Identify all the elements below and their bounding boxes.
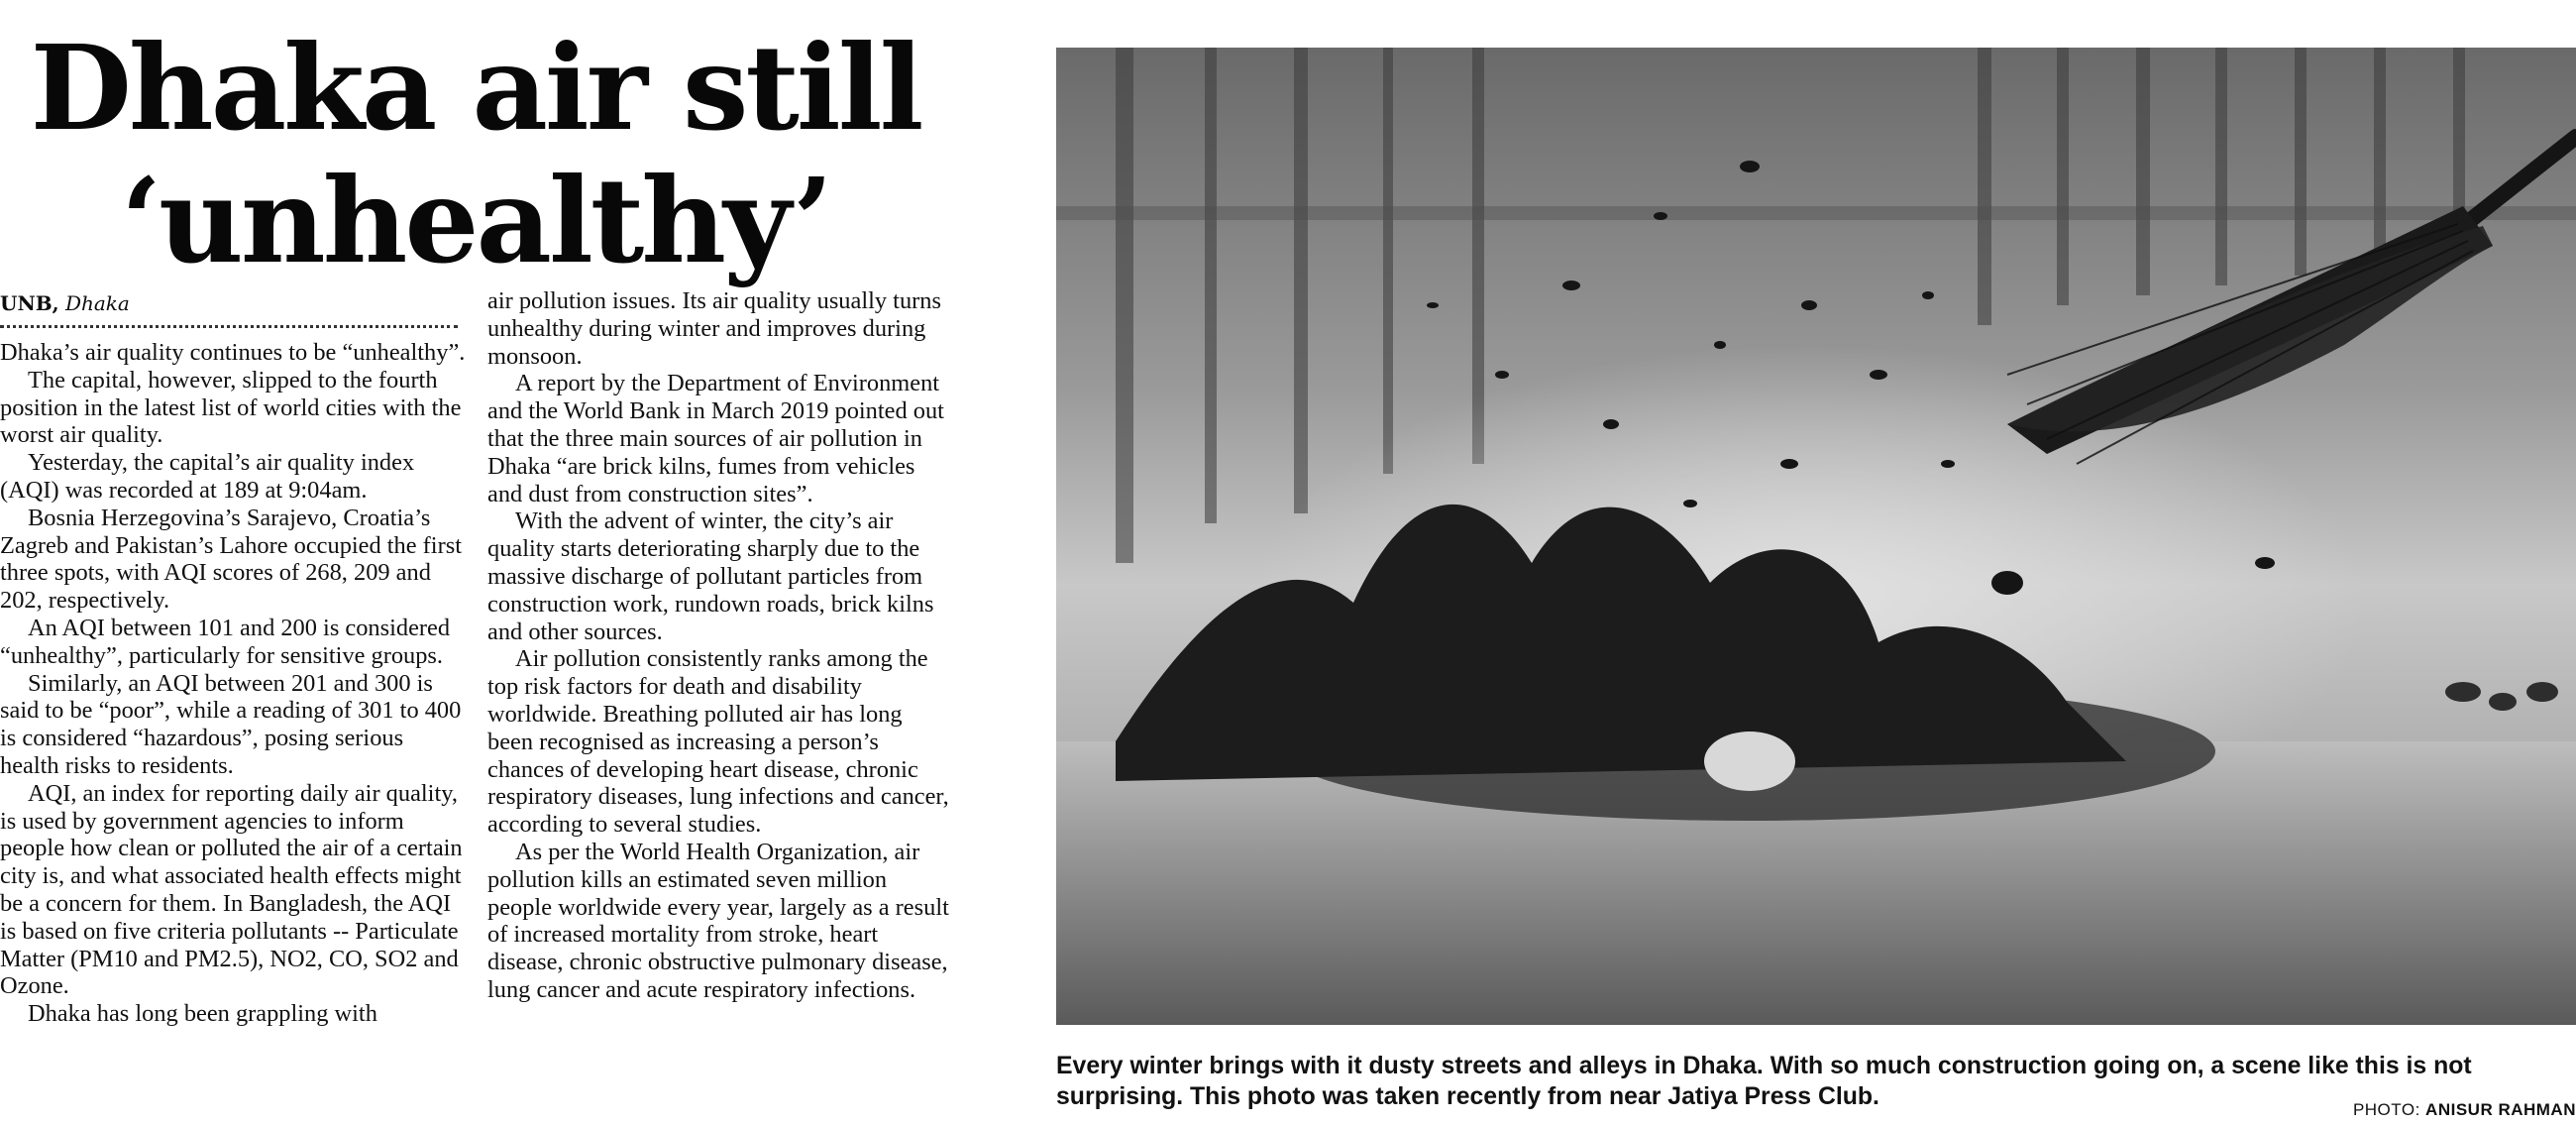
paragraph: Dhaka’s air quality continues to be “unhealthy”.	[0, 339, 466, 366]
paragraph: air pollution issues. Its air quality usually turns unhealthy during winter and improves during monsoon.	[487, 287, 941, 370]
paragraph: Bosnia Herzegovina’s Sarajevo, Croatia’s Zagreb and Pakistan’s Lahore occupied the first three spots, with AQI scores of 268, 209 and 202, respectively.	[0, 504, 462, 615]
byline	[0, 289, 458, 328]
paragraph: Similarly, an AQI between 201 and 300 is said to be “poor”, while a reading of 301 to 400 is considered “hazardous”, posing serious health risks to residents.	[0, 669, 462, 779]
paragraph: As per the World Health Organization, air pollution kills an estimated seven million people worldwide every year, largely as a result of increased mortality from stroke, heart disease, chronic obstructive pulmonary disease, lung cancer and acute respiratory infections.	[487, 838, 949, 1003]
broom-sweeping-photo	[1056, 48, 2576, 1025]
headline-line-1: Dhaka air still	[30, 19, 921, 157]
byline-place: Dhaka	[64, 291, 130, 315]
paragraph: With the advent of winter, the city’s air quality starts deteriorating sharply due to the massive discharge of pollutant particles from construction work, rundown roads, brick kilns and other sources.	[487, 507, 934, 645]
article-column-2	[487, 287, 953, 1004]
paragraph: Dhaka has long been grappling with	[28, 1000, 377, 1028]
photo-caption: Every winter brings with it dusty streets and alleys in Dhaka. With so much construction going on, a scene like this is not surprising. This photo was taken recently from near Jatiya Press Club.	[1056, 1053, 2472, 1110]
paragraph: AQI, an index for reporting daily air quality, is used by government agencies to inform people how clean or polluted the air of a certain city is, and what associated health effects might be a concern for them. In Bangladesh, the AQI is based on five criteria pollutants -- Particulate Matter (PM10 and PM2.5), NO2, CO, SO2 and Ozone.	[0, 779, 463, 1000]
article-column-1	[0, 339, 466, 1028]
news-photo	[1056, 48, 2576, 1025]
paragraph: Air pollution consistently ranks among the top risk factors for death and disability worldwide. Breathing polluted air has long been recognised as increasing a person’s chances of developing heart disease, chronic respiratory diseases, lung infections and cancer, according to several studies.	[487, 645, 949, 839]
paragraph: An AQI between 101 and 200 is considered “unhealthy”, particularly for sensitive groups.	[0, 614, 451, 669]
paragraph: A report by the Department of Environment and the World Bank in March 2019 pointed out that the three main sources of air pollution in Dhaka “are brick kilns, fumes from vehicles and dust from construction sites”.	[487, 370, 944, 507]
photo-credit-label: PHOTO:	[2352, 1100, 2420, 1119]
photo-credit-name: ANISUR RAHMAN	[2425, 1100, 2576, 1119]
photo-credit	[2353, 1100, 2576, 1120]
paragraph: Yesterday, the capital’s air quality index (AQI) was recorded at 189 at 9:04am.	[0, 449, 415, 504]
headline	[0, 19, 951, 289]
headline-line-2: ‘unhealthy’	[120, 152, 831, 289]
byline-agency: UNB,	[0, 291, 59, 315]
paragraph: The capital, however, slipped to the fourth position in the latest list of world cities with the worst air quality.	[0, 366, 462, 449]
